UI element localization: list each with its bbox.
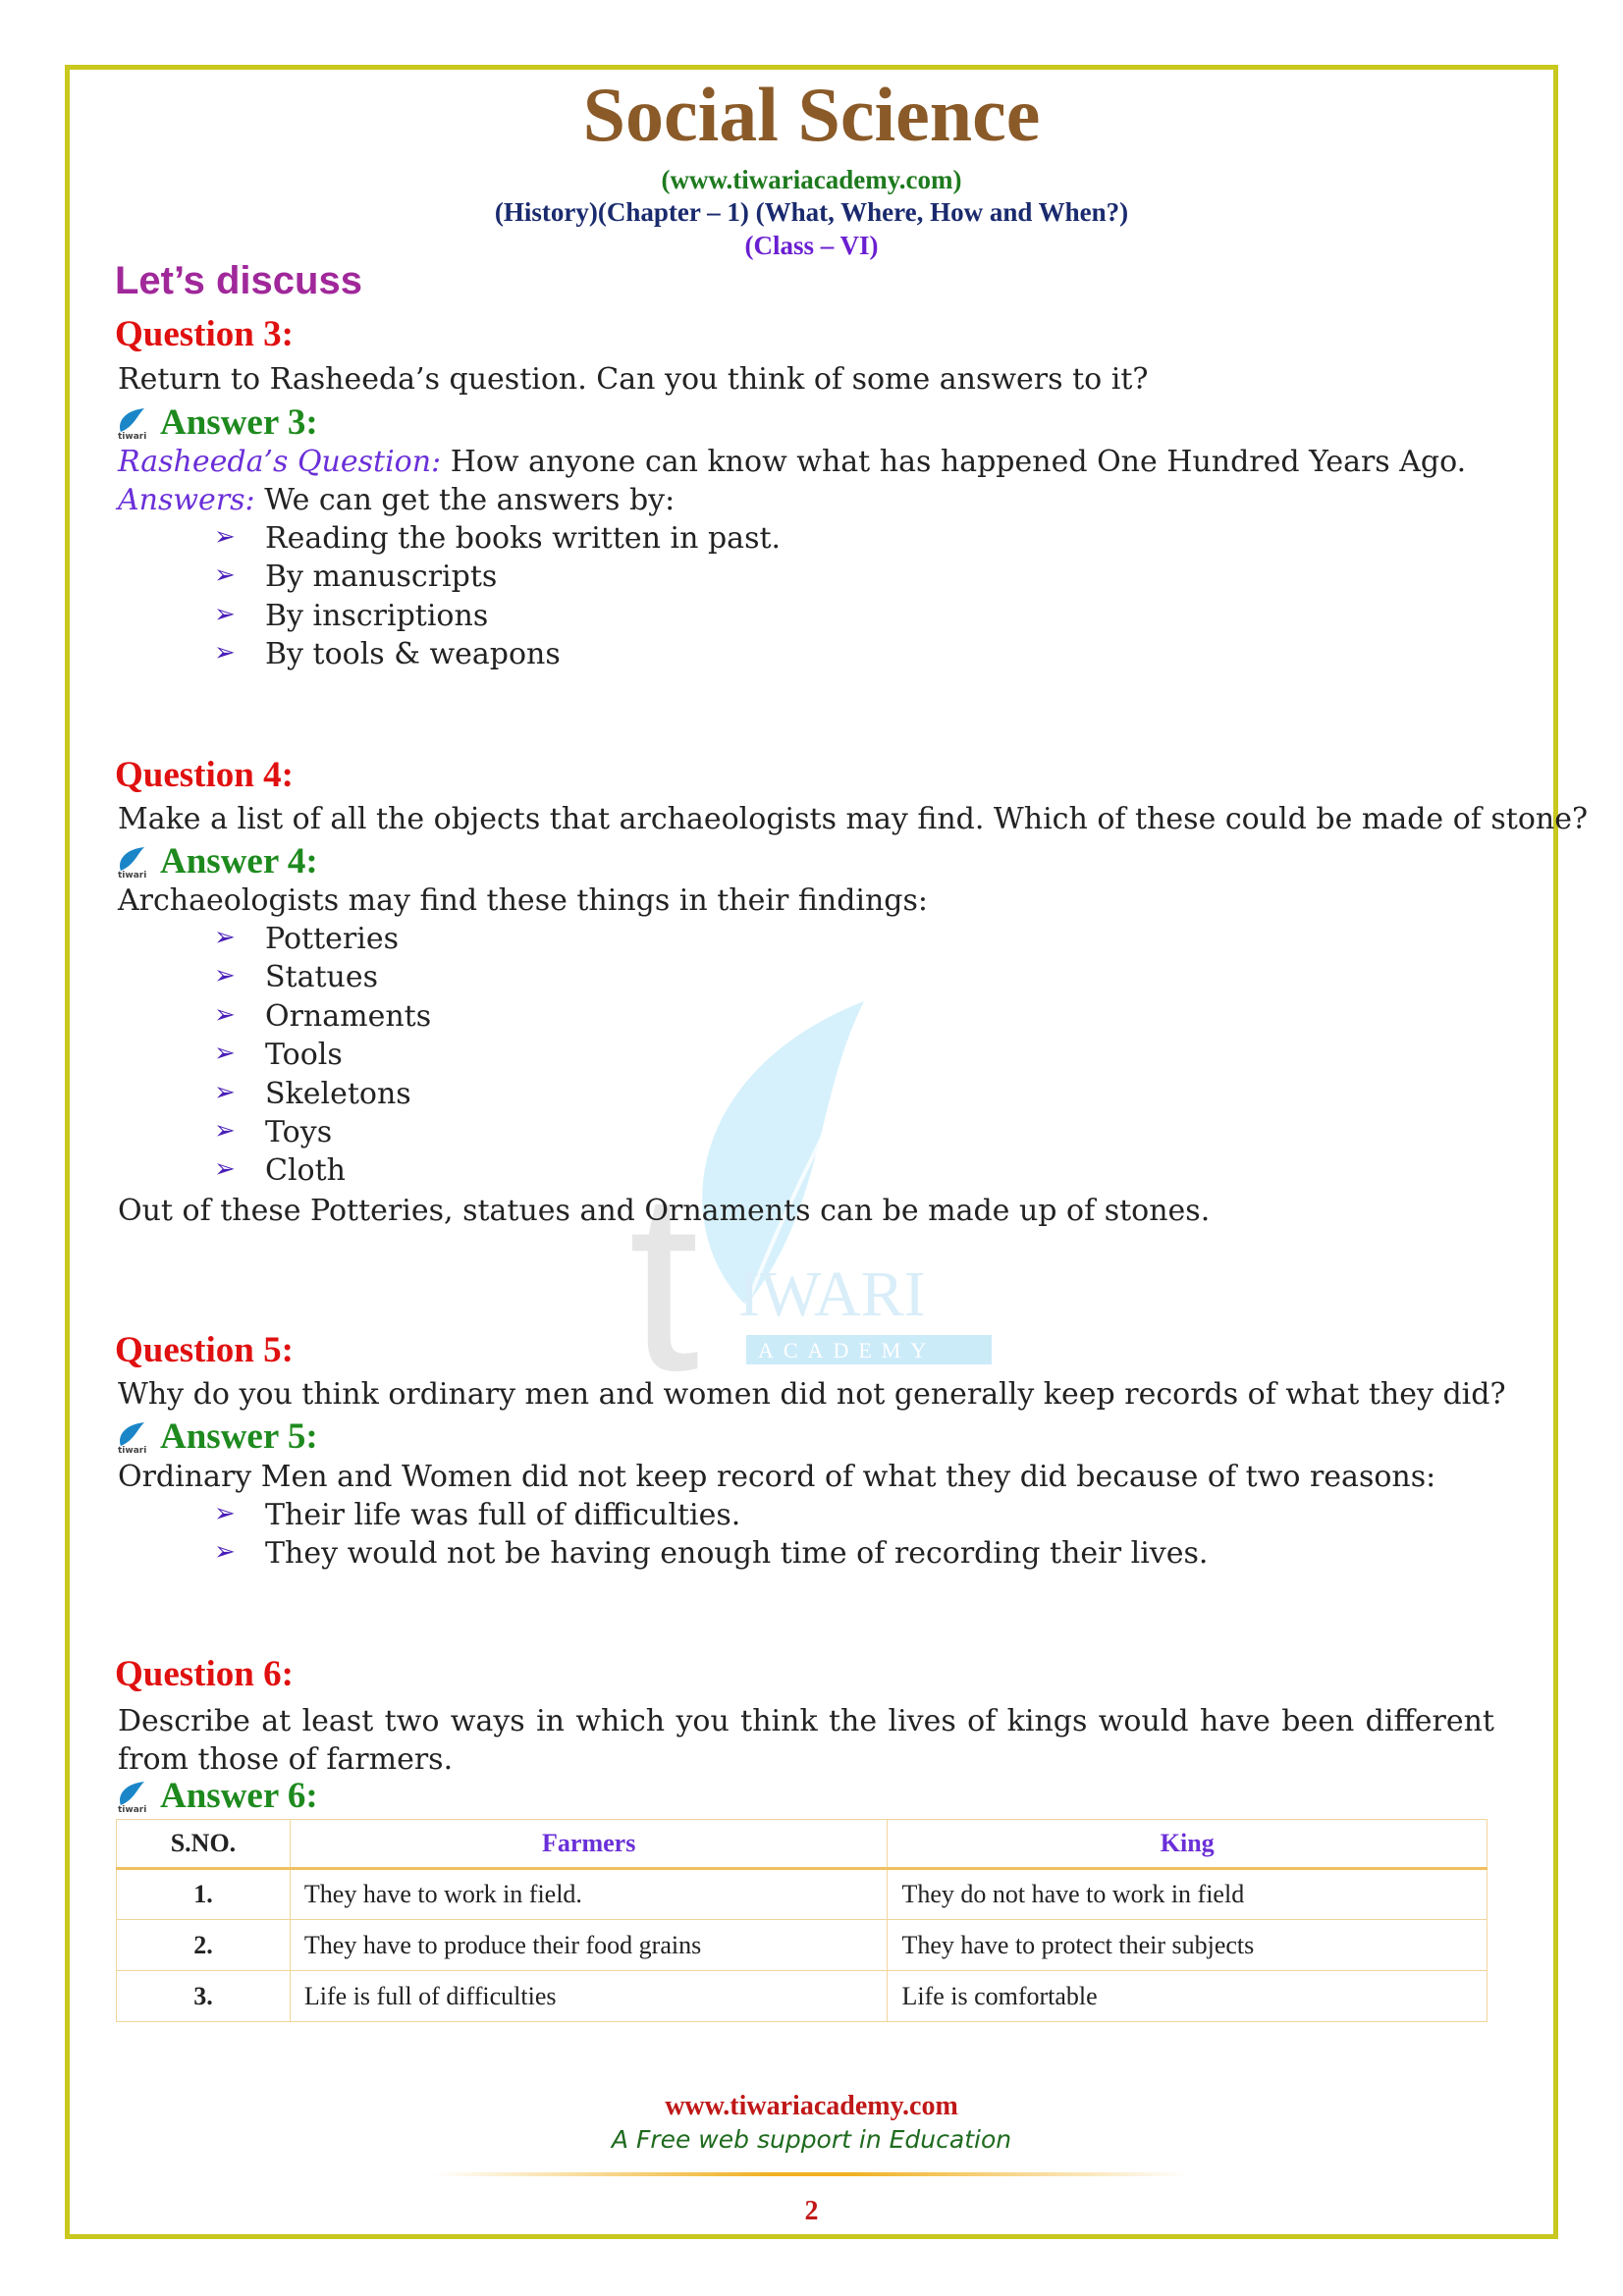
arrow-bullet-icon: ➢ bbox=[214, 1039, 236, 1069]
tiwari-watermark-logo bbox=[628, 982, 992, 1394]
watermark-word: IWARI bbox=[738, 1258, 926, 1330]
page-number: 2 bbox=[804, 2196, 819, 2226]
header-chapter: (History)(Chapter – 1) (What, Where, How and When?) bbox=[494, 197, 1129, 227]
question-3-label: Question 3: bbox=[115, 314, 294, 354]
answer-5-label: Answer 5: bbox=[160, 1416, 318, 1457]
tiwari-leaf-icon bbox=[115, 1780, 154, 1813]
answer-4-list bbox=[214, 922, 432, 1196]
answer-icon-text: tiwari bbox=[118, 870, 147, 879]
table-cell-farmers: They have to produce their food grains bbox=[290, 1920, 888, 1971]
comparison-table bbox=[116, 1819, 1488, 2022]
arrow-bullet-icon: ➢ bbox=[214, 522, 236, 552]
answer-5-intro: Ordinary Men and Women did not keep record of what they did because of two reasons: bbox=[118, 1460, 1436, 1494]
header-class: (Class – VI) bbox=[744, 231, 879, 260]
table-cell-sno: 3. bbox=[117, 1971, 291, 2022]
list-item: ➢ Cloth bbox=[214, 1153, 346, 1189]
answer-3-list bbox=[214, 521, 782, 679]
question-5-label: Question 5: bbox=[115, 1330, 294, 1370]
answers-label: Answers: bbox=[118, 483, 255, 517]
arrow-bullet-icon: ➢ bbox=[214, 1115, 236, 1146]
table-cell-farmers: Life is full of difficulties bbox=[290, 1971, 888, 2022]
list-item: ➢ Reading the books written in past. bbox=[214, 521, 782, 556]
list-item: ➢ Tools bbox=[214, 1038, 343, 1073]
list-item: ➢ Their life was full of difficulties. bbox=[214, 1498, 741, 1532]
list-item: ➢ They would not be having enough time of recording their lives. bbox=[214, 1536, 1209, 1572]
list-item: ➢ Statues bbox=[214, 960, 379, 995]
table-cell-king: They have to protect their subjects bbox=[888, 1920, 1488, 1971]
table-header-row bbox=[117, 1820, 1488, 1869]
rasheeda-question-text: How anyone can know what has happened One Hundred Years Ago. bbox=[441, 445, 1467, 479]
list-item: ➢ Toys bbox=[214, 1114, 333, 1149]
tiwari-leaf-icon bbox=[115, 406, 154, 440]
answer-icon-text: tiwari bbox=[118, 1445, 147, 1454]
arrow-bullet-icon: ➢ bbox=[214, 1154, 236, 1185]
answer-4-conclusion: Out of these Potteries, statues and Ornaments can be made up of stones. bbox=[118, 1194, 1211, 1228]
question-6-text: Describe at least two ways in which you think the lives of kings would have been different from those of farmers. bbox=[118, 1704, 1494, 1777]
answer-6-heading bbox=[115, 1778, 318, 1814]
page-title: Social Science bbox=[582, 72, 1041, 157]
table-row bbox=[117, 1869, 1488, 1920]
list-item: ➢ Ornaments bbox=[214, 998, 432, 1034]
answer-4-intro: Archaeologists may find these things in their findings: bbox=[118, 883, 929, 918]
arrow-bullet-icon: ➢ bbox=[214, 1077, 236, 1107]
footer-divider bbox=[432, 2172, 1188, 2176]
answers-intro-line bbox=[118, 483, 676, 517]
table-cell-king: They do not have to work in field bbox=[888, 1869, 1488, 1920]
answer-4-heading bbox=[115, 843, 318, 880]
answer-4-label: Answer 4: bbox=[160, 841, 318, 881]
footer-website-link[interactable]: www.tiwariacademy.com bbox=[665, 2091, 958, 2121]
tiwari-leaf-icon bbox=[115, 1420, 154, 1454]
question-4-text: Make a list of all the objects that archaeologists may find. Which of these could be made of stone? bbox=[118, 802, 1589, 836]
arrow-bullet-icon: ➢ bbox=[214, 1499, 236, 1528]
answer-3-heading bbox=[115, 404, 318, 441]
question-3-text: Return to Rasheeda’s question. Can you think of some answers to it? bbox=[118, 362, 1149, 397]
header-website: (www.tiwariacademy.com) bbox=[661, 165, 962, 194]
arrow-bullet-icon: ➢ bbox=[214, 561, 236, 591]
arrow-bullet-icon: ➢ bbox=[214, 999, 236, 1030]
answer-5-list bbox=[214, 1498, 1209, 1578]
table-row bbox=[117, 1971, 1488, 2022]
list-item: ➢ By manuscripts bbox=[214, 560, 498, 595]
answer-5-heading bbox=[115, 1418, 318, 1455]
column-header-king: King bbox=[888, 1820, 1488, 1869]
list-item: ➢ Skeletons bbox=[214, 1076, 411, 1111]
table-row bbox=[117, 1920, 1488, 1971]
list-item: ➢ By inscriptions bbox=[214, 598, 489, 633]
question-6-label: Question 6: bbox=[115, 1654, 294, 1694]
list-item: ➢ By tools & weapons bbox=[214, 637, 561, 672]
answer-3-label: Answer 3: bbox=[160, 402, 318, 443]
arrow-bullet-icon: ➢ bbox=[214, 923, 236, 952]
arrow-bullet-icon: ➢ bbox=[214, 638, 236, 668]
question-5-text: Why do you think ordinary men and women did not generally keep records of what they did? bbox=[118, 1377, 1506, 1412]
answer-6-label: Answer 6: bbox=[160, 1776, 318, 1816]
table-cell-sno: 2. bbox=[117, 1920, 291, 1971]
answer-icon-text: tiwari bbox=[118, 431, 147, 440]
answer-icon-text: tiwari bbox=[118, 1804, 147, 1813]
watermark-subword: ACADEMY bbox=[758, 1338, 937, 1362]
list-item: ➢ Potteries bbox=[214, 922, 399, 956]
arrow-bullet-icon: ➢ bbox=[214, 599, 236, 629]
section-title: Let’s discuss bbox=[115, 259, 362, 302]
table-cell-farmers: They have to work in field. bbox=[290, 1869, 888, 1920]
arrow-bullet-icon: ➢ bbox=[214, 1537, 236, 1568]
rasheeda-question-line bbox=[118, 445, 1467, 479]
tiwari-leaf-icon bbox=[115, 845, 154, 879]
rasheeda-question-label: Rasheeda’s Question: bbox=[118, 445, 442, 479]
footer-tagline: A Free web support in Education bbox=[611, 2125, 1012, 2154]
column-header-sno: S.NO. bbox=[117, 1820, 291, 1869]
svg-text:t: t bbox=[628, 1140, 700, 1394]
answers-intro-text: We can get the answers by: bbox=[254, 483, 676, 517]
table-cell-sno: 1. bbox=[117, 1869, 291, 1920]
question-4-label: Question 4: bbox=[115, 755, 294, 795]
table-cell-king: Life is comfortable bbox=[888, 1971, 1488, 2022]
arrow-bullet-icon: ➢ bbox=[214, 961, 236, 991]
column-header-farmers: Farmers bbox=[290, 1820, 888, 1869]
